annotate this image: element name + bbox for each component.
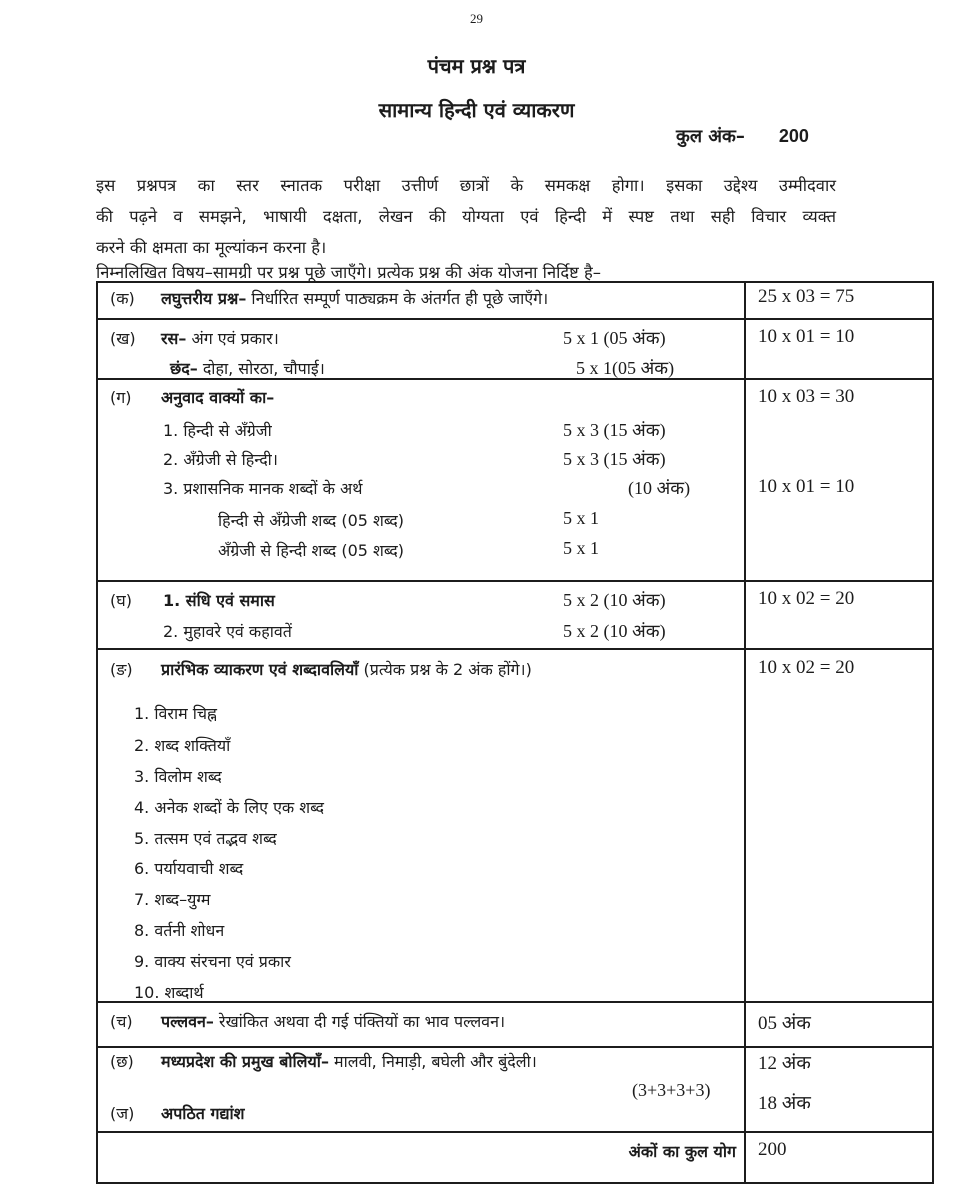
list-item [134, 888, 210, 910]
paper-subtitle: सामान्य हिन्दी एवं व्याकरण [378, 98, 575, 122]
section-marks: 10 x 03 = 30 [758, 386, 855, 407]
row-divider [98, 318, 932, 320]
mark-scheme: 5 x 1 [563, 538, 599, 558]
row-divider [98, 580, 932, 582]
intro-line: करने की क्षमता का मूल्यांकन करना है। [96, 238, 327, 257]
item-text: वर्तनी शोधन [154, 921, 225, 940]
list-item: 2. अँग्रेजी से हिन्दी। [163, 450, 278, 469]
section-ka-text [161, 287, 548, 309]
list-item [134, 857, 243, 879]
intro-line: की पढ़ने व समझने, भाषायी दक्षता, लेखन की योग्यता एवं हिन्दी में स्पष्ट तथा सही विचार व्यक्त [96, 207, 836, 226]
mark-scheme: 5 x 3 (15 अंक) [563, 420, 666, 440]
marks-scheme-table [96, 281, 934, 1184]
section-marks: 10 x 02 = 20 [758, 657, 855, 678]
list-item [134, 950, 291, 972]
list-item [134, 981, 204, 1003]
intro-line: इस प्रश्नपत्र का स्तर स्नातक परीक्षा उत्तीर्ण छात्रों के समकक्ष होगा। इसका उद्देश्य उम्मीदवार [96, 176, 836, 195]
item-text: तत्सम एवं तद्भव शब्द [154, 829, 277, 848]
section-heading: पल्लवन– [161, 1012, 214, 1031]
section-marks: 05 अंक [758, 1013, 811, 1034]
item-text: वाक्य संरचना एवं प्रकार [154, 952, 291, 971]
section-heading: अपठित गद्यांश [161, 1104, 245, 1123]
chhand-row [170, 357, 325, 379]
mark-scheme: 5 x 1 [563, 508, 599, 528]
grand-total-value: 200 [758, 1139, 787, 1160]
item-text: विलोम शब्द [154, 767, 222, 786]
section-heading: रस– [161, 329, 187, 348]
intro-line: निम्नलिखित विषय–सामग्री पर प्रश्न पूछे जाएँगे। प्रत्येक प्रश्न की अंक योजना निर्दिष्ट है– [96, 263, 602, 282]
row-divider [98, 1046, 932, 1048]
section-label: (क) [110, 289, 135, 308]
section-description: अंग एवं प्रकार। [191, 329, 279, 348]
section-label: (ङ) [110, 660, 133, 679]
list-item: 1. हिन्दी से अँग्रेजी [163, 421, 272, 440]
list-item: 3. प्रशासनिक मानक शब्दों के अर्थ [163, 479, 363, 498]
item-text: शब्द–युग्म [154, 890, 211, 909]
paper-title: पंचम प्रश्न पत्र [427, 54, 526, 78]
list-item [134, 734, 230, 756]
mark-scheme: (3+3+3+3) [632, 1080, 711, 1100]
list-item [134, 796, 324, 818]
list-item: हिन्दी से अँग्रेजी शब्द (05 शब्द) [218, 511, 404, 530]
total-marks-label: कुल अंक– [676, 126, 745, 147]
item-number: 4. [134, 798, 150, 817]
item-number: 6. [134, 859, 150, 878]
list-item [134, 702, 217, 724]
section-label: (च) [110, 1012, 133, 1031]
total-marks-header [676, 124, 809, 148]
section-chha-text [161, 1050, 537, 1072]
section-marks: 10 x 02 = 20 [758, 588, 855, 609]
list-item: अँग्रेजी से हिन्दी शब्द (05 शब्द) [218, 541, 404, 560]
list-item [134, 919, 224, 941]
section-cha-text [161, 1010, 505, 1032]
section-heading: लघुत्तरीय प्रश्न– [161, 289, 247, 308]
section-description: निर्धारित सम्पूर्ण पाठ्यक्रम के अंतर्गत ही पूछे जाएँगे। [251, 289, 549, 308]
mark-scheme: (10 अंक) [628, 478, 691, 498]
section-heading: प्रारंभिक व्याकरण एवं शब्दावलियाँ [161, 660, 359, 679]
total-marks-value: 200 [778, 126, 809, 146]
item-text: शब्दार्थ [164, 983, 204, 1002]
grand-total-label: अंकों का कुल योग [628, 1142, 736, 1161]
item-number: 5. [134, 829, 150, 848]
section-label: (ख) [110, 329, 136, 348]
item-text: पर्यायवाची शब्द [154, 859, 244, 878]
mark-scheme: 5 x 1 (05 अंक) [563, 328, 666, 348]
section-description: मालवी, निमाड़ी, बघेली और बुंदेली। [334, 1052, 537, 1071]
item-number: 2. [134, 736, 150, 755]
intro-paragraph [96, 170, 836, 288]
mark-scheme: 5 x 2 (10 अंक) [563, 590, 666, 610]
item-text: अनेक शब्दों के लिए एक शब्द [154, 798, 324, 817]
list-item: 2. मुहावरे एवं कहावतें [163, 622, 292, 641]
page-number: 29 [470, 11, 483, 26]
list-item: 1. संधि एवं समास [163, 591, 275, 610]
mark-scheme: 5 x 2 (10 अंक) [563, 621, 666, 641]
item-number: 1. [134, 704, 150, 723]
section-heading: छंद– [170, 359, 198, 378]
item-text: शब्द शक्तियाँ [154, 736, 231, 755]
section-label: (छ) [110, 1052, 134, 1071]
section-marks: 12 अंक [758, 1053, 811, 1074]
section-description: रेखांकित अथवा दी गई पंक्तियों का भाव पल्लवन। [219, 1012, 506, 1031]
row-divider [98, 648, 932, 650]
item-number: 7. [134, 890, 150, 909]
list-item [134, 827, 277, 849]
section-description: दोहा, सोरठा, चौपाई। [202, 359, 325, 378]
item-number: 8. [134, 921, 150, 940]
section-marks: 10 x 01 = 10 [758, 326, 855, 347]
ras-row [161, 327, 279, 349]
item-number: 9. [134, 952, 150, 971]
row-divider [98, 1131, 932, 1133]
section-label: (घ) [110, 591, 132, 610]
mark-scheme: 5 x 3 (15 अंक) [563, 449, 666, 469]
item-number: 3. [134, 767, 150, 786]
item-number: 10. [134, 983, 160, 1002]
section-label: (ग) [110, 388, 132, 407]
item-text: विराम चिह्न [154, 704, 217, 723]
row-divider [98, 1001, 932, 1003]
section-note: (प्रत्येक प्रश्न के 2 अंक होंगे।) [363, 660, 532, 679]
mark-scheme: 5 x 1(05 अंक) [576, 358, 675, 378]
section-marks: 25 x 03 = 75 [758, 286, 855, 307]
section-label: (ज) [110, 1104, 135, 1123]
section-heading: अनुवाद वाक्यों का– [161, 388, 275, 407]
list-item [134, 765, 222, 787]
section-heading: मध्यप्रदेश की प्रमुख बोलियाँ– [161, 1052, 329, 1071]
section-marks: 18 अंक [758, 1093, 811, 1114]
section-marks: 10 x 01 = 10 [758, 476, 855, 497]
section-nga-text [161, 658, 532, 680]
